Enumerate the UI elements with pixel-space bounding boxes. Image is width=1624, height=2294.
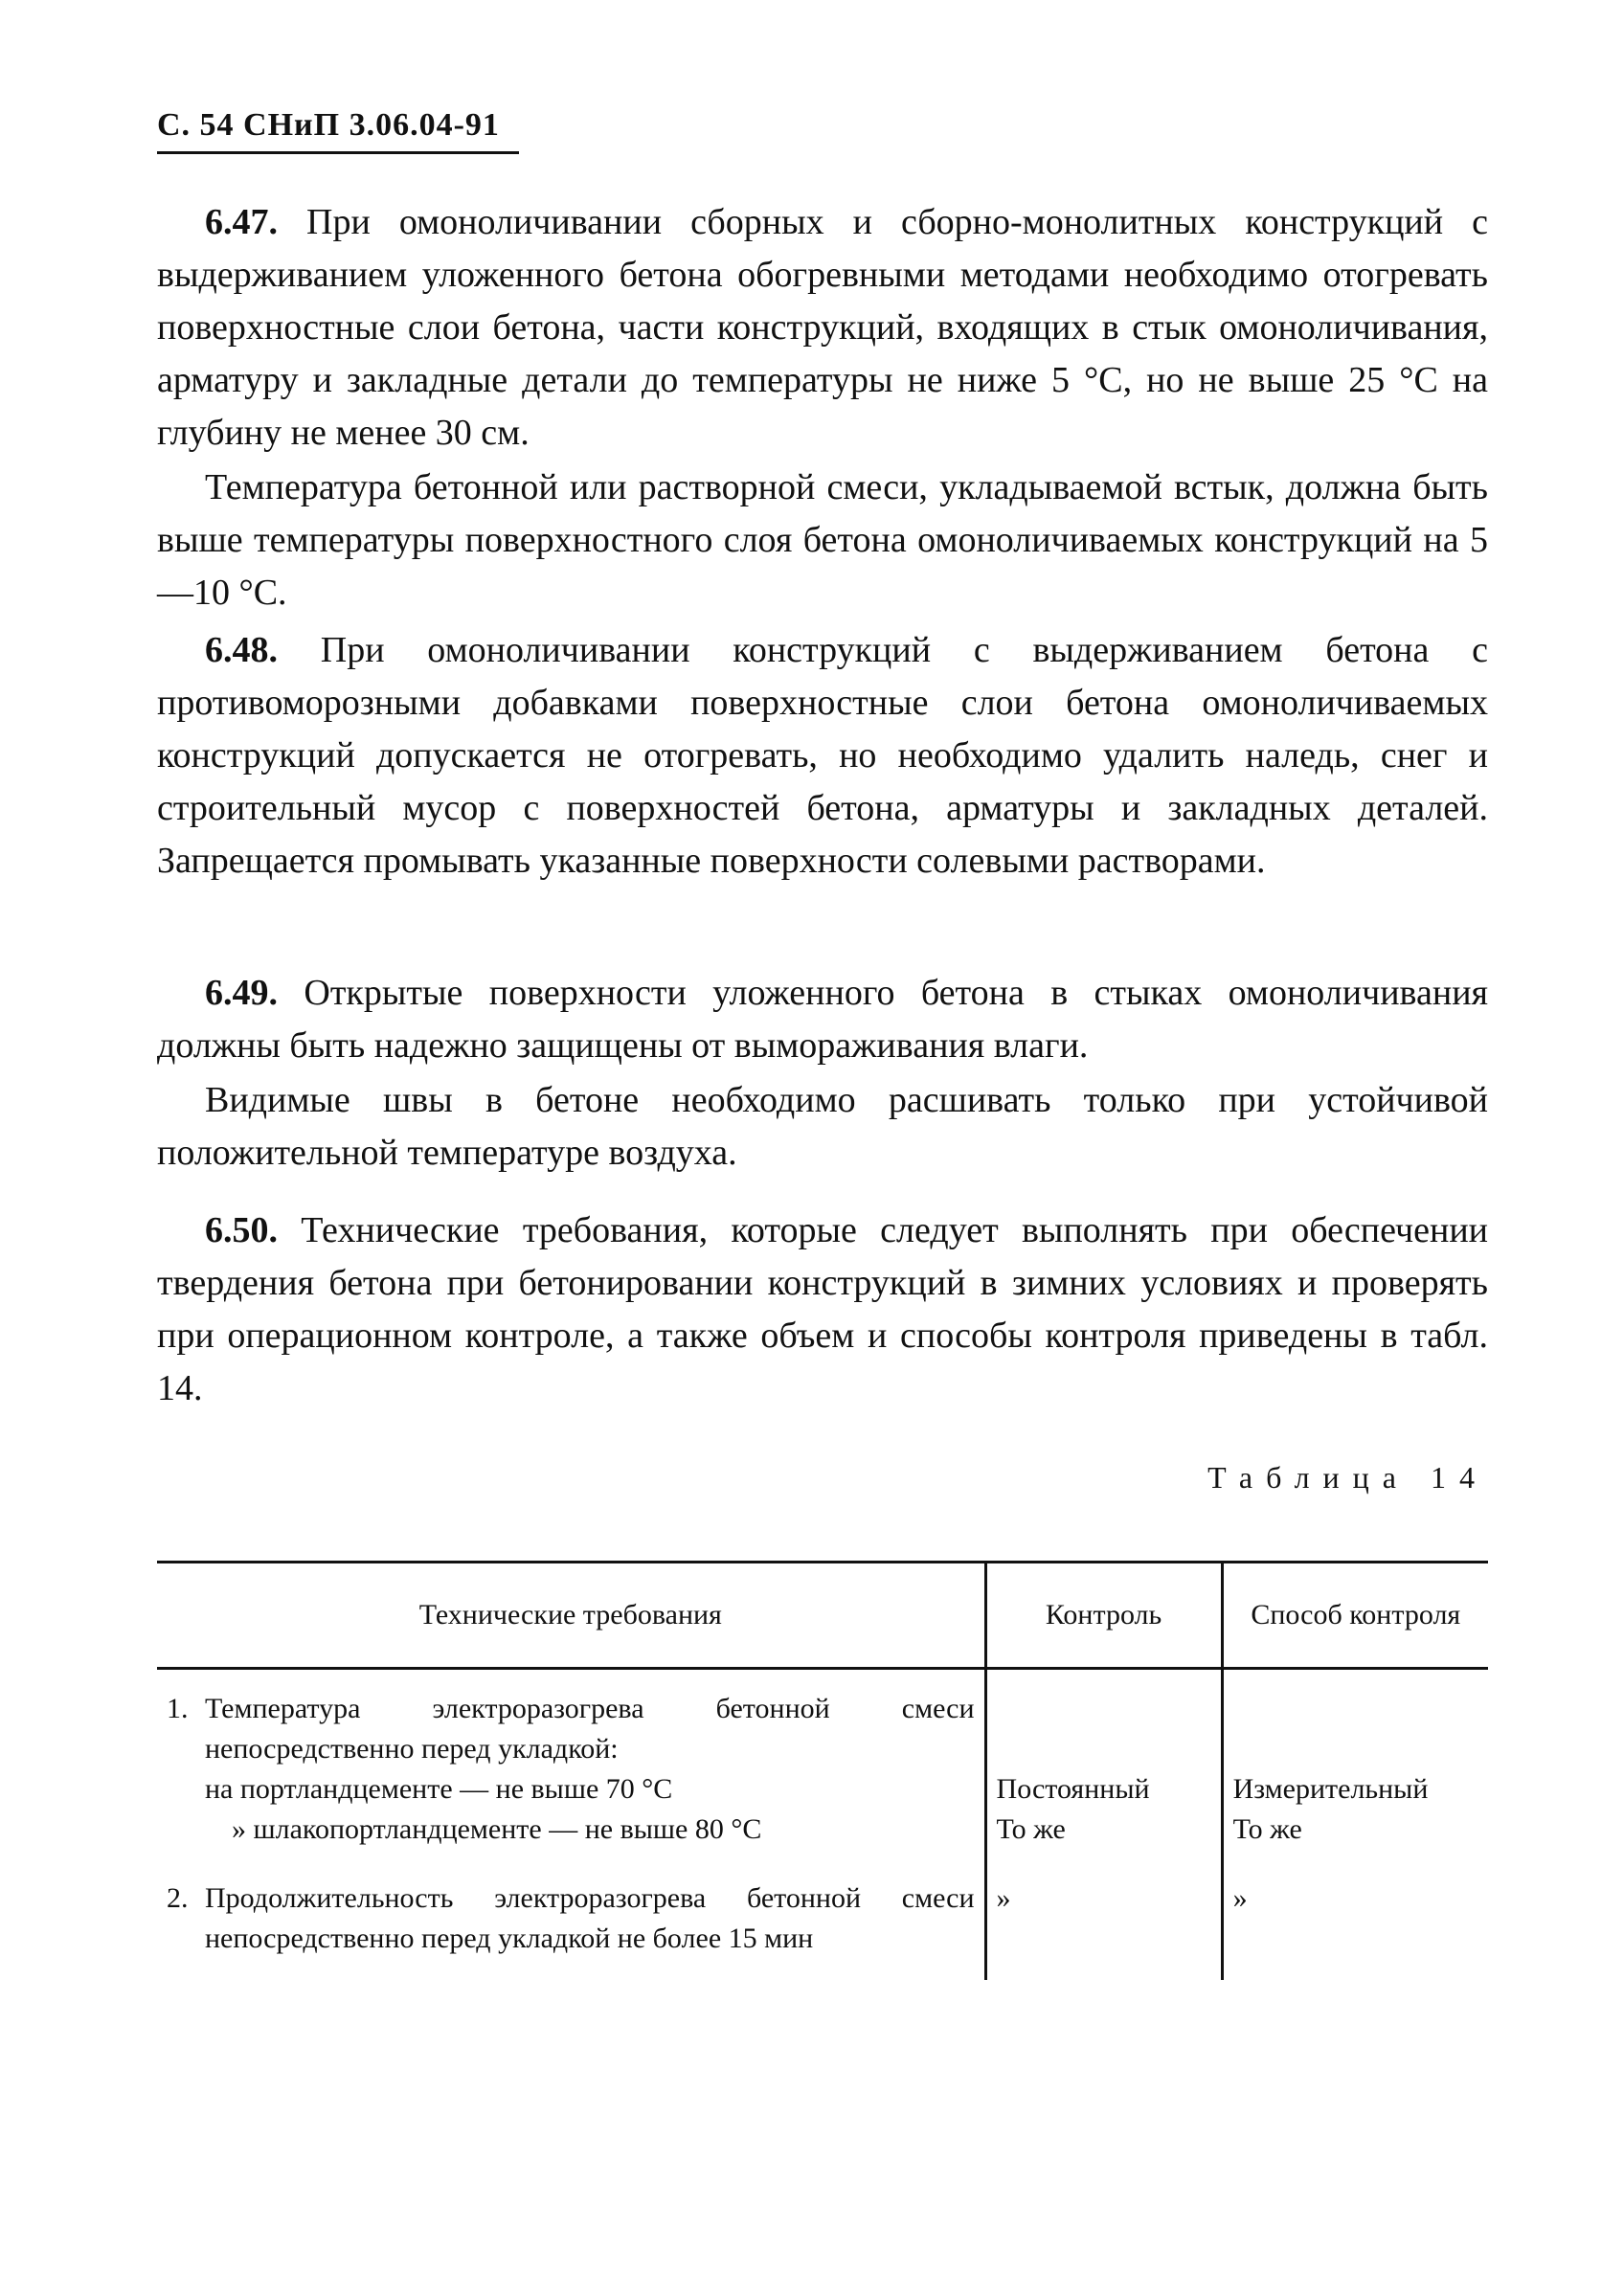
row-number: 1. bbox=[167, 1693, 189, 1724]
requirement-sub-slag: » шлакопортландцементе — не выше 80 °С bbox=[232, 1813, 762, 1845]
method-cell bbox=[1222, 1850, 1488, 1980]
clause-number: 6.47. bbox=[205, 202, 278, 242]
table-row bbox=[157, 1850, 1488, 1980]
section-6-50 bbox=[157, 1204, 1488, 1415]
table-header-row bbox=[157, 1563, 1488, 1669]
section-6-49 bbox=[157, 967, 1488, 1180]
control-value: Постоянный bbox=[996, 1773, 1150, 1805]
paragraph-6-48 bbox=[157, 624, 1488, 888]
paragraph-6-50 bbox=[157, 1204, 1488, 1415]
section-6-47 bbox=[157, 196, 1488, 619]
requirement-cell bbox=[157, 1850, 985, 1980]
page-header: С. 54 СНиП 3.06.04-91 bbox=[157, 107, 500, 143]
control-value: То же bbox=[996, 1813, 1066, 1845]
clause-number: 6.50. bbox=[205, 1210, 278, 1250]
paragraph-6-47-continuation: Температура бетонной или растворной смеси, укладываемой встык, должна быть выше температуры поверхностного слоя бетона омоноличиваемых конструкций на 5—10 °С. bbox=[157, 467, 1488, 613]
clause-text: При омоноличивании сборных и сборно-монолитных конструкций с выдерживанием уложенного бетона обогревными методами необходимо отогревать поверхностные слои бетона, части конструкций, входящих в стык омоноличивания, арматуру и закладные детали до температуры не ниже 5 °С, но не выше 25 °С на глубину не менее 30 см. bbox=[157, 202, 1488, 453]
method-value: Измерительный bbox=[1232, 1773, 1429, 1805]
header-control: Контроль bbox=[985, 1563, 1222, 1669]
method-value: » bbox=[1232, 1882, 1248, 1914]
requirement-sub-portland: на портландцементе — не выше 70 °С bbox=[205, 1773, 673, 1805]
requirement-title: Продолжительность электроразогрева бетонной смеси непосредственно перед укладкой не более 15 мин bbox=[205, 1882, 975, 1954]
requirement-cell bbox=[157, 1669, 985, 1851]
cell-spacer bbox=[1233, 1689, 1478, 1769]
paragraph-6-49 bbox=[157, 967, 1488, 1072]
requirement-item bbox=[167, 1689, 975, 1850]
requirements-table bbox=[157, 1561, 1488, 1980]
section-6-48 bbox=[157, 624, 1488, 888]
clause-text: Технические требования, которые следует выполнять при обеспечении твердения бетона при бетонировании конструкций в зимних условиях и проверять при операционном контроле, а также объем и способы контроля приведены в табл. 14. bbox=[157, 1210, 1489, 1408]
control-cell bbox=[985, 1850, 1222, 1980]
header-method: Способ контроля bbox=[1222, 1563, 1488, 1669]
requirement-item bbox=[167, 1878, 975, 1959]
paragraph-6-47 bbox=[157, 196, 1488, 460]
requirement-title: Температура электроразогрева бетонной смеси непосредственно перед укладкой: bbox=[205, 1693, 975, 1765]
table-caption: Таблица 14 bbox=[1207, 1460, 1488, 1495]
control-cell bbox=[985, 1669, 1222, 1851]
method-value: То же bbox=[1232, 1813, 1302, 1845]
cell-spacer bbox=[997, 1689, 1211, 1769]
clause-number: 6.49. bbox=[205, 973, 278, 1013]
row-number: 2. bbox=[167, 1882, 189, 1914]
control-value: » bbox=[996, 1882, 1011, 1914]
header-requirements: Технические требования bbox=[157, 1563, 985, 1669]
paragraph-6-49-continuation: Видимые швы в бетоне необходимо расшивать только при устойчивой положительной температуре воздуха. bbox=[157, 1080, 1488, 1173]
table-row bbox=[157, 1669, 1488, 1851]
clause-text: Открытые поверхности уложенного бетона в стыках омоноличивания должны быть надежно защищены от вымораживания влаги. bbox=[157, 973, 1489, 1066]
clause-number: 6.48. bbox=[205, 630, 278, 670]
header-underline bbox=[157, 151, 519, 154]
method-cell bbox=[1222, 1669, 1488, 1851]
requirement-body bbox=[205, 1689, 975, 1850]
clause-text: При омоноличивании конструкций с выдерживанием бетона с противоморозными добавками поверхностные слои бетона омоноличиваемых конструкций допускается не отогревать, но необходимо удалить наледь, снег и строительный мусор с поверхностей бетона, арматуры и закладных деталей. Запрещается промывать указанные поверхности солевыми растворами. bbox=[157, 630, 1489, 881]
